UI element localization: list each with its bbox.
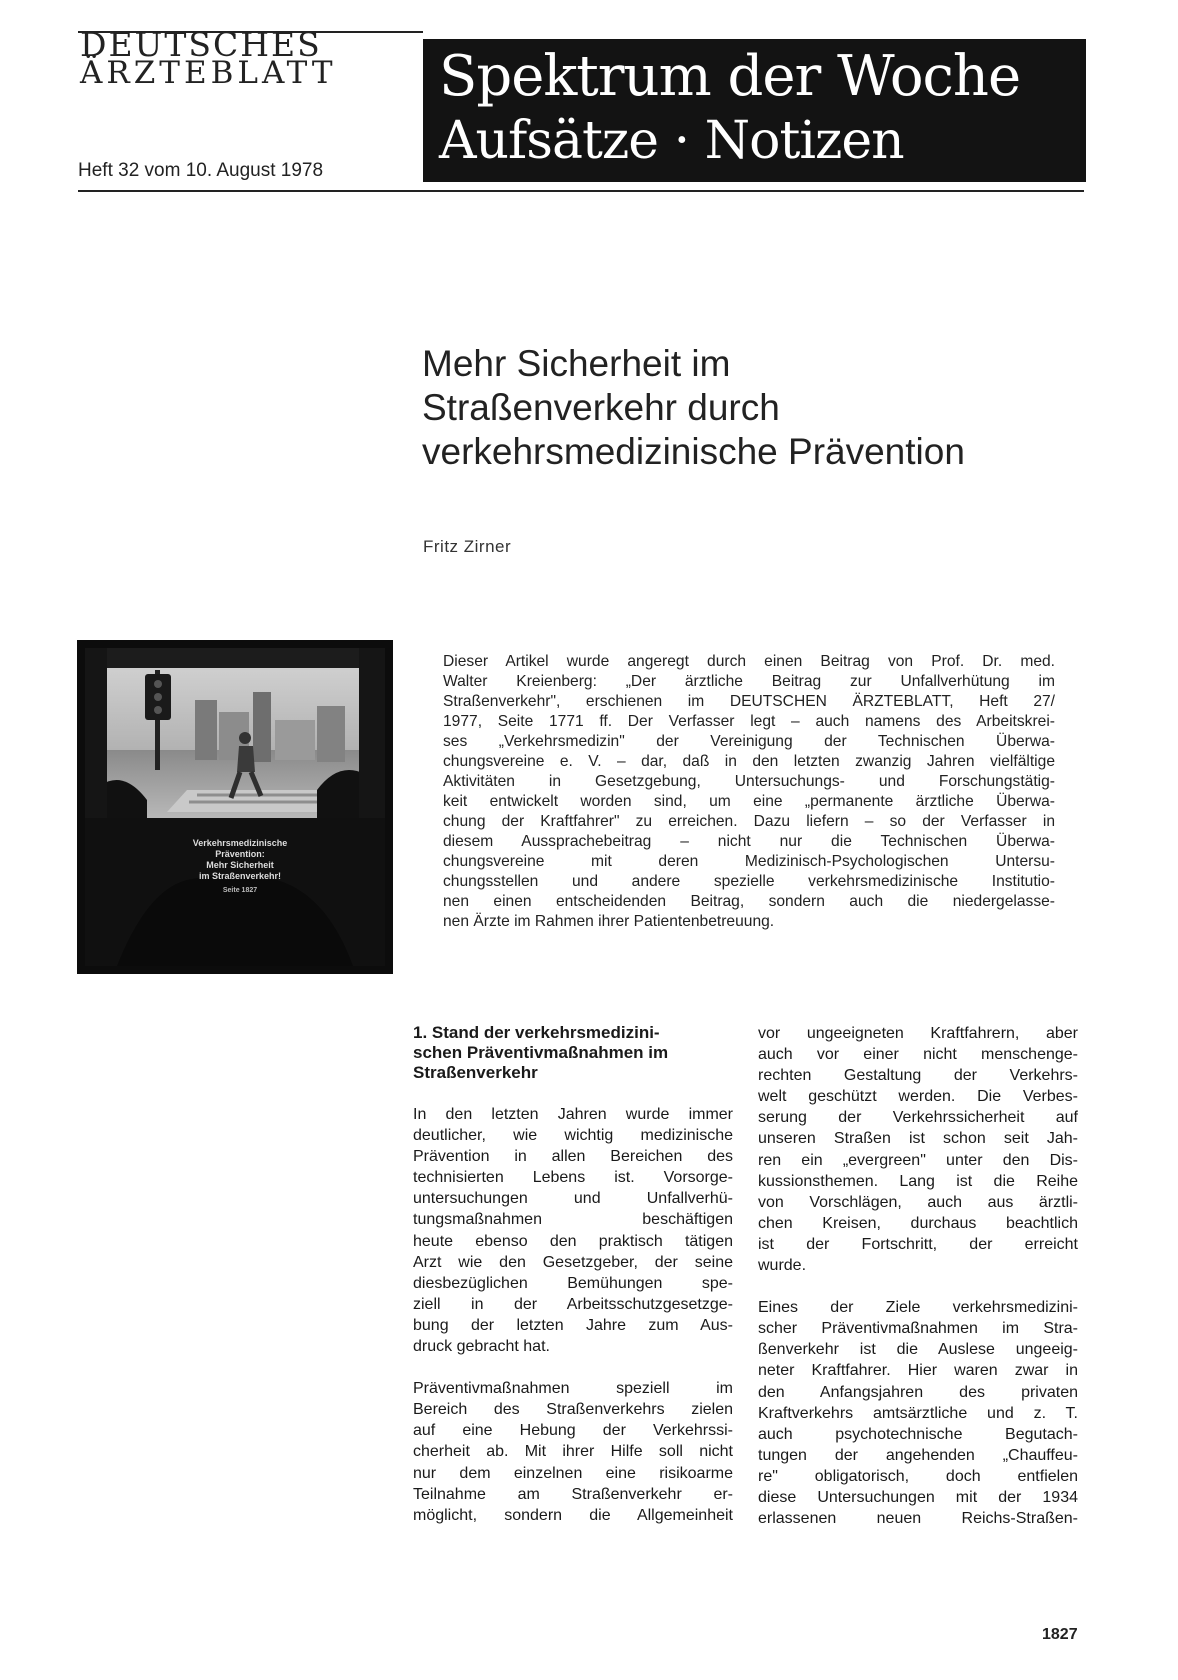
journal-logo (80, 25, 400, 91)
banner-line-2: Aufsätze · Notizen (439, 111, 904, 171)
text-line: heute ebenso den praktisch tätigen (413, 1232, 733, 1250)
spacer (413, 1083, 733, 1104)
photo-illustration (77, 640, 393, 974)
text-line: Präventivmaßnahmen speziell im (413, 1380, 733, 1398)
logo-line-2: ÄRZTEBLATT (80, 55, 337, 91)
text-line: welt geschützt werden. Die Verbes- (758, 1088, 1078, 1106)
caption-line: im Straßenverkehr! (198, 871, 282, 881)
intro-line: nen einen entscheidenden Beitrag, sondern auch die niedergelasse- (443, 893, 1055, 910)
intro-line: keit entwickelt worden sind, um eine „permanente ärztliche Überwa- (443, 793, 1055, 810)
intro-line: chungsvereine e. V. – dar, daß in den letzten zwanzig Jahren vielfältige (443, 753, 1055, 770)
issue-date: Heft 32 vom 10. August 1978 (78, 160, 324, 181)
text-line: ren ein „evergreen" unter den Dis- (758, 1151, 1078, 1169)
intro-line: Aktivitäten in Gesetzgebung, Untersuchungs- und Forschungstätig- (443, 773, 1055, 790)
text-line: kussionsthemen. Lang ist die Reihe (758, 1172, 1078, 1190)
text-line: ist der Fortschritt, der erreicht (758, 1235, 1078, 1253)
text-line: Teilnahme am Straßenverkehr er- (413, 1485, 733, 1503)
text-line: den Anfangsjahren des privaten (758, 1383, 1078, 1401)
title-line: Mehr Sicherheit im (422, 343, 731, 384)
text-line: erlassenen neuen Reichs-Straßen- (758, 1510, 1078, 1528)
heading-line: 1. Stand der verkehrsmedizini- (413, 1023, 660, 1042)
text-line: tungsmaßnahmen beschäftigen (413, 1211, 733, 1229)
intro-line: nen Ärzte im Rahmen ihrer Patientenbetreuung. (443, 913, 775, 930)
text-line: wurde. (758, 1257, 807, 1275)
intro-line: chungsstellen und andere spezielle verkehrsmedizinische Institutio- (443, 873, 1055, 890)
body-column-2 (758, 1023, 1078, 1529)
text-line: möglicht, sondern die Allgemeinheit (413, 1506, 733, 1524)
banner-line-1: Spektrum der Woche (439, 44, 1021, 109)
intro-line: chung der Kraftfahrer" zu erreichen. Dazu liefern – so der Verfasser in (443, 813, 1055, 830)
spacer (758, 1276, 1078, 1297)
text-line: Eines der Ziele verkehrsmedizini- (758, 1299, 1078, 1317)
article-title (422, 342, 1102, 474)
intro-line: chungsvereine mit deren Medizinisch-Psychologischen Untersu- (443, 853, 1055, 870)
intro-line: Straßenverkehr", erschienen im DEUTSCHEN ÄRZTEBLATT, Heft 27/ (443, 693, 1055, 710)
text-line: auch vor einer nicht menschenge- (758, 1046, 1078, 1064)
text-line: rechten Gestaltung der Verkehrs- (758, 1067, 1078, 1085)
cover-photo (77, 640, 393, 974)
caption-line: Verkehrsmedizinische (192, 838, 288, 848)
intro-abstract (443, 652, 1055, 932)
caption-line: Prävention: (215, 849, 265, 859)
text-line: chen Kreisen, durchaus beachtlich (758, 1214, 1078, 1232)
text-line: untersuchungen und Unfallverhü- (413, 1190, 733, 1208)
intro-line: Dieser Artikel wurde angeregt durch einen Beitrag von Prof. Dr. med. (443, 653, 1055, 670)
text-line: Arzt wie den Gesetzgeber, der seine (413, 1253, 733, 1271)
title-line: Straßenverkehr durch (422, 387, 780, 428)
heading-line: Straßenverkehr (413, 1063, 538, 1082)
text-line: deutlicher, wie wichtig medizinische (413, 1127, 733, 1145)
body-column-1 (413, 1023, 733, 1526)
text-line: auch psychotechnische Begutach- (758, 1425, 1078, 1443)
text-line: druck gebracht hat. (413, 1338, 550, 1356)
text-line: vor ungeeigneten Kraftfahrern, aber (758, 1025, 1078, 1042)
text-line: re" obligatorisch, doch entfielen (758, 1467, 1078, 1485)
text-line: technisierten Lebens ist. Vorsorge- (413, 1169, 733, 1187)
text-line: ßenverkehr ist die Auslese ungeeig- (758, 1341, 1078, 1359)
text-line: Bereich des Straßenverkehrs zielen (413, 1401, 733, 1419)
text-line: In den letzten Jahren wurde immer (413, 1106, 733, 1123)
author-name: Fritz Zirner (423, 537, 512, 556)
intro-line: 1977, Seite 1771 ff. Der Verfasser legt – auch namens des Arbeitskrei- (443, 713, 1055, 730)
text-line: diesbezüglichen Bemühungen spe- (413, 1274, 733, 1292)
heading-line: schen Präventivmaßnahmen im (413, 1043, 669, 1062)
text-line: bung der letzten Jahre zum Aus- (413, 1316, 733, 1334)
intro-line: ses „Verkehrsmedizin" der Vereinigung der Technischen Überwa- (443, 733, 1055, 750)
caption-line: Mehr Sicherheit (206, 860, 274, 870)
photo-caption (165, 838, 315, 896)
text-line: neter Kraftfahrer. Hier waren zwar in (758, 1362, 1078, 1380)
text-line: von Vorschlägen, auch aus ärztli- (758, 1193, 1078, 1211)
text-line: nur dem einzelnen eine risikoarme (413, 1464, 733, 1482)
text-line: tungen der angehenden „Chauffeu- (758, 1446, 1078, 1464)
title-line: verkehrsmedizinische Prävention (422, 431, 965, 472)
text-line: ziell in der Arbeitsschutzgesetzge- (413, 1295, 733, 1313)
text-line: diese Untersuchungen mit der 1934 (758, 1488, 1078, 1506)
logo-line-1: DEUTSCHES (80, 25, 322, 64)
text-line: Kraftverkehrs amtsärztliche und z. T. (758, 1404, 1078, 1422)
text-line: cherheit ab. Mit ihrer Hilfe soll nicht (413, 1443, 733, 1461)
masthead-bottom-rule (78, 190, 1084, 192)
page-number: 1827 (1042, 1626, 1078, 1643)
text-line: scher Präventivmaßnahmen im Stra- (758, 1320, 1078, 1338)
section-banner (423, 39, 1086, 182)
text-line: Prävention in allen Bereichen des (413, 1148, 733, 1166)
intro-line: Walter Kreienberg: „Der ärztliche Beitrag zur Unfallverhütung im (443, 673, 1055, 690)
intro-line: diesem Aussprachebeitrag – nicht nur die Technischen Überwa- (443, 833, 1055, 850)
caption-page: Seite 1827 (222, 887, 258, 894)
text-line: auf eine Hebung der Verkehrssi- (413, 1422, 733, 1440)
text-line: serung der Verkehrssicherheit auf (758, 1109, 1078, 1127)
text-line: unseren Straßen ist schon seit Jah- (758, 1130, 1078, 1148)
section-heading (413, 1023, 733, 1083)
spacer (413, 1357, 733, 1378)
